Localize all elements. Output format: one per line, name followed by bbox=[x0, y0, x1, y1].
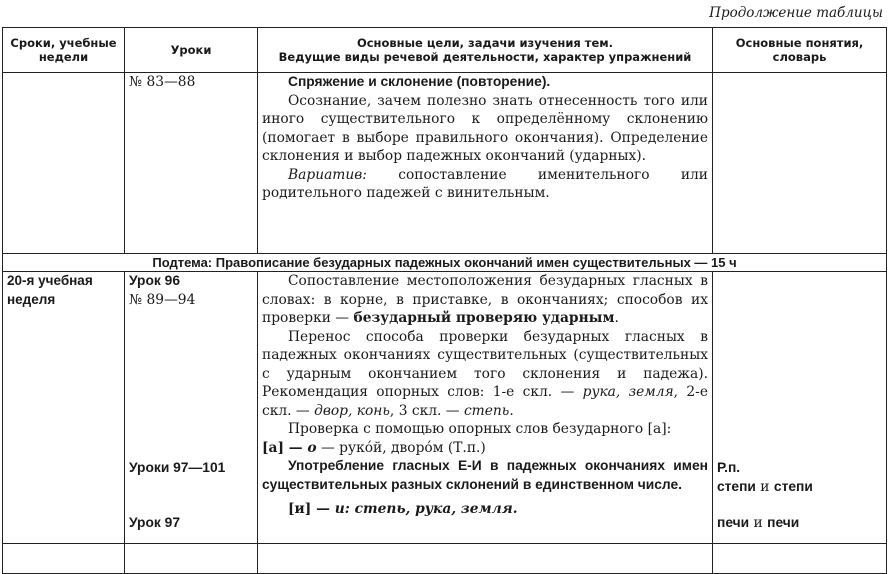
cell-week bbox=[3, 73, 125, 254]
continuation-label: Продолжение таблицы bbox=[709, 5, 883, 21]
cell-goals: Сопоставление местоположения безударных гласных в словах: в корне, в приставке, в окончаниях; способов их проверки — безударный проверяю ударным. Перенос способа проверки безударных гласных в падежных окончаниях существительных (существительных с ударным окончанием того склонения и падежа). Рекомендация опорных слов: 1-е скл. — рука, земля, 2-е скл. — двор, конь, 3 скл. — степь. Проверка с помощью опорных слов безударного [а]: [а] — о — рукóй, дворóм (Т.п.) Употребление гласных Е-И в падежных окончаниях имен существительных разных склонений в единственном числе. [и] — и: степь, рука, земля. bbox=[258, 272, 713, 544]
header-row bbox=[3, 28, 887, 73]
table-row bbox=[3, 544, 887, 574]
cell-week: 20-я учебная неделя bbox=[3, 272, 125, 544]
subtopic-row bbox=[3, 254, 887, 272]
header-lessons: Уроки bbox=[125, 28, 258, 73]
row-para: Осознание, зачем полезно знать отнесенность того или иного существительного к определённому склонению (помогает в выборе правильного окончания). Определение склонения и выбор падежных окончаний (ударных). bbox=[262, 92, 708, 164]
variativ-para: Вариатив: сопоставление именительного или родительного падежей с винительным. bbox=[262, 166, 708, 201]
header-concepts: Основные понятия, словарь bbox=[713, 28, 887, 73]
cell-lessons: Урок 96 № 89—94 Уроки 97—101 Урок 97 bbox=[125, 272, 258, 544]
row-title: Спряжение и склонение (повторение). bbox=[288, 74, 551, 89]
header-goals: Основные цели, задачи изучения тем. Ведущие виды речевой деятельности, характер упражнений bbox=[258, 28, 713, 73]
table-row bbox=[3, 73, 887, 254]
table-row bbox=[3, 272, 887, 544]
lesson-97-101: Уроки 97—101 bbox=[129, 460, 226, 475]
cell-goals bbox=[258, 73, 713, 254]
header-terms: Сроки, учебные недели bbox=[3, 28, 125, 73]
curriculum-table bbox=[2, 27, 887, 574]
lesson-97: Урок 97 bbox=[129, 515, 180, 530]
subtopic-heading: Подтема: Правописание безударных падежных окончаний имен существительных — 15 ч bbox=[3, 254, 887, 272]
cell-lessons: № 83—88 bbox=[125, 73, 258, 254]
cell-concepts: Р.п. степи и степи печи и печи bbox=[713, 272, 887, 544]
cell-concepts bbox=[713, 73, 887, 254]
